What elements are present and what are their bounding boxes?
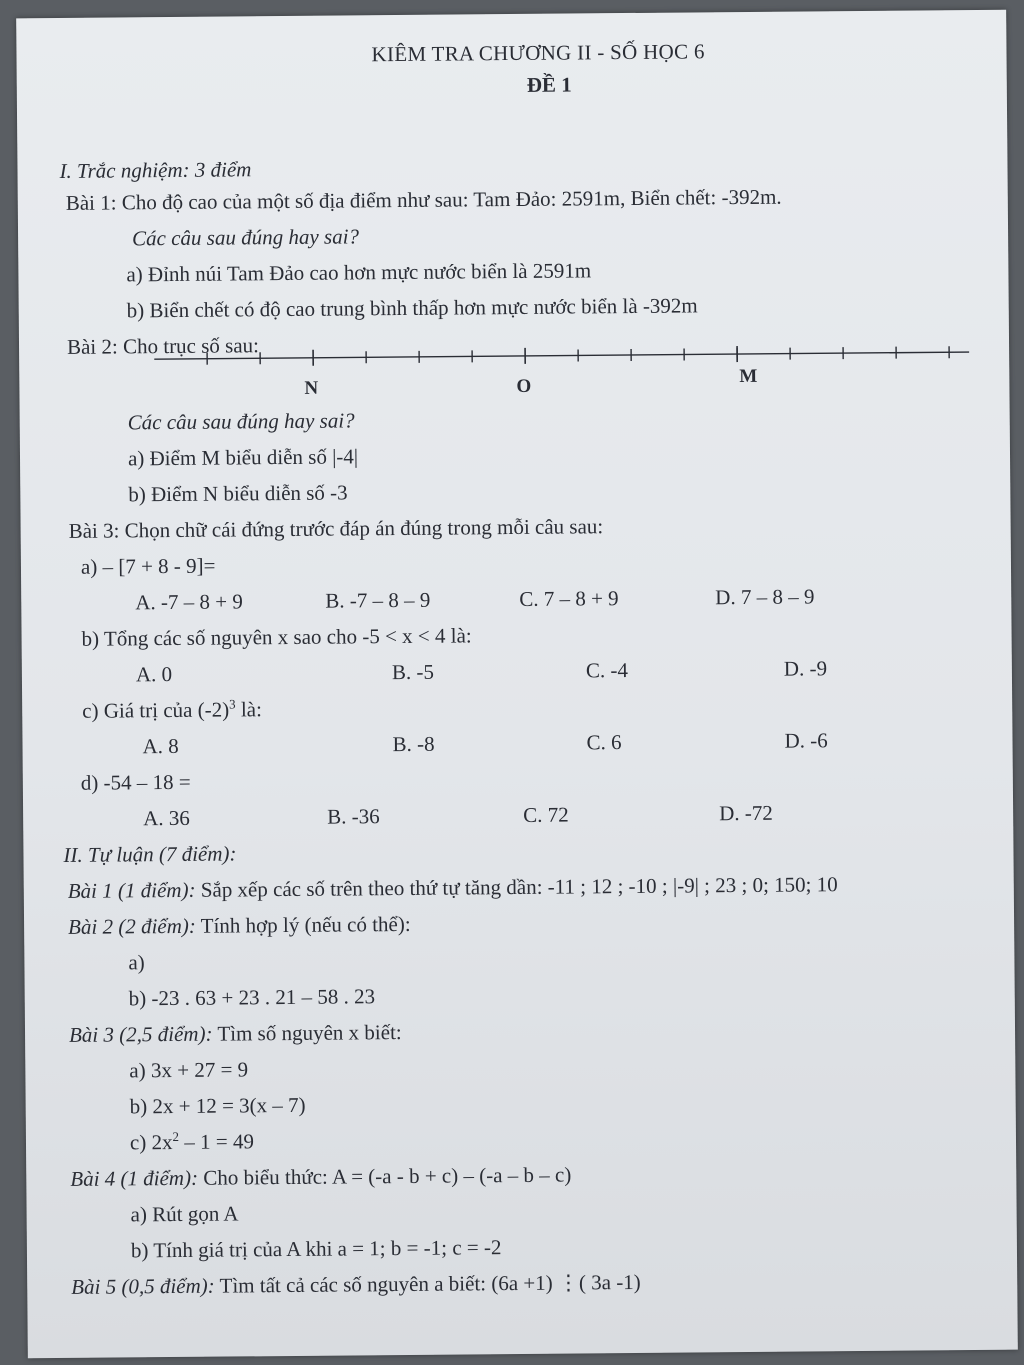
p1-bai2-b: b) Điểm N biểu diễn số -3: [128, 480, 348, 507]
q3c-question-post: là:: [235, 697, 262, 722]
p1-bai1-prompt: Các câu sau đúng hay sai?: [131, 224, 360, 251]
p2-bai3-a: a) 3x + 27 = 9: [129, 1057, 249, 1083]
p1-bai1-b: b) Biển chết có độ cao trung bình thấp hơn mực nước biển là -392m: [126, 293, 698, 323]
p2-bai2-text: Tính hợp lý (nếu có thể):: [195, 911, 411, 938]
exam-subtitle: ĐỀ 1: [526, 72, 572, 97]
p1-bai2-prompt: Các câu sau đúng hay sai?: [127, 408, 355, 435]
p2-bai4-b: b) Tính giá trị của A khi a = 1; b = -1; c = -2: [130, 1235, 502, 1263]
q3d-option-d: D. -72: [719, 800, 773, 826]
p2-bai3-c: [130, 1128, 254, 1155]
q3d-option-a: A. 36: [143, 805, 190, 831]
p2-bai4: [70, 1162, 571, 1192]
point-o-label: O: [516, 375, 532, 397]
p2-bai4-label: Bài 4 (1 điểm):: [70, 1165, 199, 1191]
q3a-option-d: D. 7 – 8 – 9: [715, 584, 815, 610]
q3c-question: [82, 696, 262, 724]
p2-bai3-text: Tìm số nguyên x biết:: [212, 1020, 402, 1046]
p2-bai5-label: Bài 5 (0,5 điểm):: [71, 1273, 215, 1299]
p1-bai3: [69, 513, 604, 544]
p2-bai5-text: Tìm tất cả các số nguyên a biết: (6a +1) ⋮( 3a -1): [214, 1269, 641, 1298]
p2-bai3-c-post: – 1 = 49: [178, 1129, 255, 1154]
p2-bai3-label: Bài 3 (2,5 điểm):: [68, 1021, 213, 1047]
number-line-ticks: [207, 346, 949, 364]
p2-bai3-c-pre: c) 2x: [129, 1130, 173, 1155]
p2-bai3: [69, 1019, 402, 1048]
q3b-question: b) Tổng các số nguyên x sao cho -5 < x < 4 là:: [81, 623, 472, 651]
p2-bai3-c-exponent: 2: [172, 1128, 180, 1145]
p2-bai1-label: Bài 1 (1 điểm):: [67, 877, 196, 903]
q3d-option-c: C. 72: [523, 802, 569, 827]
q3b-option-a: A. 0: [135, 662, 173, 687]
q3b-option-d: D. -9: [783, 656, 828, 681]
part1-heading: I. Trắc nghiệm: 3 điểm: [59, 157, 252, 183]
q3c-question-exponent: 3: [229, 696, 236, 712]
q3c-option-c: C. 6: [586, 730, 622, 755]
exam-title: KIÊM TRA CHƯƠNG II - SỐ HỌC 6: [371, 39, 705, 67]
p1-bai1: [66, 184, 782, 216]
exam-paper: [16, 10, 1018, 1359]
p1-bai3-text: Chọn chữ cái đứng trước đáp án đúng trong mỗi câu sau:: [124, 514, 604, 543]
q3d-question: d) -54 – 18 =: [80, 769, 191, 795]
p1-bai2-a: a) Điểm M biểu diễn số |-4|: [127, 444, 359, 471]
q3d-option-b: B. -36: [327, 804, 380, 829]
p2-bai2-b: b) -23 . 63 + 23 . 21 – 58 . 23: [128, 984, 376, 1011]
p2-bai4-text: Cho biểu thức: A = (-a - b + c) – (-a – b – c): [197, 1162, 572, 1190]
p2-bai1-text: Sắp xếp các số trên theo thứ tự tăng dần: -11 ; 12 ; -10 ; |-9| ; 23 ; 0; 150; 10: [195, 872, 838, 902]
q3a-question: a) – [7 + 8 - 9]=: [80, 553, 216, 579]
point-m-label: M: [739, 365, 758, 388]
q3b-option-b: B. -5: [391, 659, 434, 685]
p1-bai1-label: Bài 1:: [65, 190, 117, 215]
q3c-question-pre: c) Giá trị của (-2): [82, 697, 230, 723]
q3a-option-a: A. -7 – 8 + 9: [135, 589, 243, 615]
q3a-option-b: B. -7 – 8 – 9: [325, 587, 431, 613]
point-n-label: N: [304, 377, 319, 399]
p1-bai1-text: Cho độ cao của một số địa điểm như sau: Tam Đảo: 2591m, Biển chết: -392m.: [121, 184, 782, 215]
q3c-option-d: D. -6: [784, 728, 828, 753]
q3c-option-b: B. -8: [392, 731, 435, 757]
number-line-axis: [154, 352, 969, 359]
p2-bai2-a: a): [128, 950, 145, 975]
q3c-option-a: A. 8: [142, 733, 179, 759]
p2-bai2-label: Bài 2 (2 điểm):: [67, 913, 196, 939]
p2-bai5: [71, 1269, 641, 1300]
p1-bai2-label: Bài 2:: [66, 334, 118, 359]
p2-bai2: [68, 911, 411, 940]
p2-bai4-a: a) Rút gọn A: [130, 1201, 239, 1227]
p2-bai1: [68, 871, 838, 904]
p1-bai1-a: a) Đỉnh núi Tam Đảo cao hơn mực nước biển là 2591m: [126, 258, 592, 287]
p1-bai2-text: Cho trục số sau:: [122, 333, 260, 359]
q3a-option-c: C. 7 – 8 + 9: [519, 586, 619, 611]
p1-bai3-label: Bài 3:: [68, 518, 120, 543]
q3b-option-c: C. -4: [585, 658, 628, 683]
part2-heading: II. Tự luận (7 điểm):: [63, 841, 237, 867]
p2-bai3-b: b) 2x + 12 = 3(x – 7): [129, 1092, 306, 1119]
number-line: [154, 330, 975, 407]
